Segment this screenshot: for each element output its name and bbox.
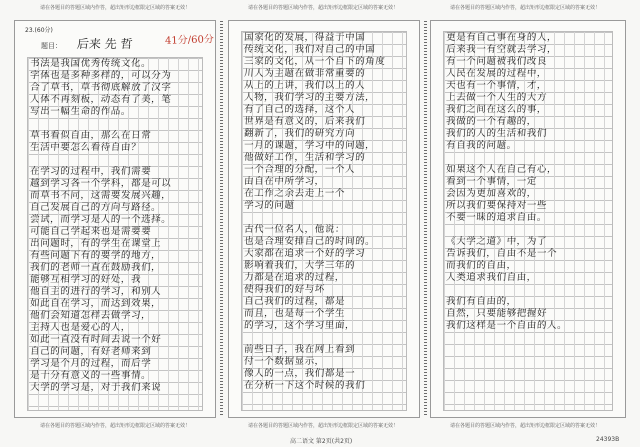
handwritten-line: 他们会知道怎样去做学习，	[29, 310, 152, 321]
handwritten-line: 使得我们的好与坏	[243, 284, 326, 295]
score-mark: 41分/60分	[164, 34, 215, 47]
handwritten-line: 《大学之道》中，为了	[445, 236, 548, 247]
handwritten-line: 我们有自由的，	[445, 296, 518, 307]
handwritten-line	[244, 332, 405, 344]
handwritten-line: 主持人也是爱心的人，	[29, 322, 132, 333]
handwritten-line: 天也有一个事情，才，	[445, 80, 548, 91]
handwritten-line: 尝试，而学习是人的一个选择。	[29, 214, 172, 225]
handwritten-line: 有些问题下有的要学的地方，	[29, 250, 162, 261]
handwritten-line: 由自在中所学习，	[243, 176, 326, 187]
handwritten-line: 后来我一有空就去学习，	[445, 44, 558, 55]
handwritten-line: 告诉我们，自由不是一个	[445, 248, 558, 259]
page-info: 高二语文 第2页(共2页)	[290, 438, 353, 445]
handwritten-line: 而草书不同，这需要发展兴趣，	[29, 190, 172, 201]
handwritten-line: 更是有自己事在身的人，	[445, 32, 558, 43]
handwritten-line: 我们之间在这么的事，	[445, 104, 548, 115]
handwritten-line: 如此一直没有时间去说一个好	[29, 334, 162, 345]
handwritten-line: 前些日子，我在网上看到	[243, 344, 356, 355]
writing-grid-2	[241, 31, 407, 411]
handwritten-line: 影响着我们，大学三年的	[243, 260, 356, 271]
handwritten-line: 的学习，这个学习里面，	[243, 320, 356, 331]
writing-grid-3	[443, 31, 613, 411]
handwritten-line: 而我们的自由，	[445, 260, 518, 271]
handwritten-line: 学习的问题	[243, 200, 295, 211]
handwritten-line: 有一个问题被我们改良	[445, 56, 548, 67]
handwritten-line: 草书看似自由，那么在日常	[29, 130, 152, 141]
handwritten-line: 书法是我国优秀传统文化。	[29, 58, 152, 69]
handwritten-line: 国家化的发展，得益于中国	[243, 32, 366, 43]
handwritten-line	[30, 154, 201, 166]
handwritten-line	[446, 224, 611, 236]
bottom-notice-3: 请在各题目的答题区域内作答，超出矩形边框限定区域的答案无效！	[450, 423, 601, 429]
handwritten-line: 在学习的过程中，我们需要	[29, 166, 152, 177]
handwritten-line: 一月的课题，学习中的问题，	[243, 140, 376, 151]
handwritten-line: 能够互相学习的好处，我	[29, 274, 142, 285]
handwritten-line: 像人的一点，我们都是一	[243, 368, 356, 379]
handwritten-line: 是十分有意义的一些事情。	[29, 370, 152, 381]
handwritten-line: 我们这样是一个自由的人。	[445, 320, 568, 331]
handwritten-line	[30, 118, 201, 130]
handwritten-line: 世界是有意义的，后来我们	[243, 116, 366, 127]
essay-title: 后来 先 哲	[76, 37, 134, 51]
page-code: 24393B	[596, 436, 620, 443]
handwritten-line: 传统文化，我们对自己的中国	[243, 44, 376, 55]
handwritten-line: 三家的文化，从一个自下的角度	[243, 56, 386, 67]
answer-panel-2	[228, 20, 420, 418]
handwritten-line	[446, 152, 611, 164]
question-number: 23.(60分)	[25, 27, 53, 34]
handwritten-line: 上去做一个人生的大方	[445, 92, 548, 103]
handwritten-line: 可能自己学起来也是需要要	[29, 226, 152, 237]
handwritten-line: 我们的人的生活和我们	[445, 128, 548, 139]
handwritten-line: 出问题时，有的学生在课堂上	[29, 238, 162, 249]
handwritten-line: 合了草书，草书彻底解放了汉字	[29, 82, 172, 93]
handwritten-line: 字体也是多种多样的，可以分为	[29, 70, 172, 81]
handwritten-line: 在工作之余去走上一个	[243, 188, 346, 199]
handwritten-line: 会因为更加喜欢的，	[445, 188, 538, 199]
top-notice-1: 请在各题目的答题区域内作答，超出矩形边框限定区域的答案无效！	[40, 5, 191, 11]
handwritten-line: 自然，只要能够把握好	[445, 308, 548, 319]
answer-panel-3	[430, 20, 626, 418]
handwritten-line: 翻新了，我们的研究方向	[243, 128, 356, 139]
handwritten-line: 从上的上讲，我们以上的人	[243, 80, 366, 91]
handwritten-line: 自己我们的过程，都是	[243, 296, 346, 307]
handwritten-line: 大学的学习是，对于我们来说	[29, 382, 162, 393]
writing-grid-1	[27, 57, 203, 411]
handwritten-line: 人体不再刻板，动态有了美，笔	[29, 94, 172, 105]
handwritten-line	[244, 212, 405, 224]
handwritten-line: 看到一个事情，一定	[445, 176, 538, 187]
handwritten-line: 如此自在学习，而达到效果，	[29, 298, 162, 309]
handwritten-line: 付一个数据显示，	[243, 356, 326, 367]
handwritten-line: 所以我们要保持对一些	[445, 200, 548, 211]
handwritten-line: 生活中要怎么看待自由？	[29, 142, 142, 153]
handwritten-line: 自己发展自己的方向与路径。	[29, 202, 162, 213]
handwritten-line: 学习是个月的过程，而后学	[29, 358, 152, 369]
binding-stripe-1	[220, 21, 223, 417]
handwritten-line: 他自主的进行的学习，和别人	[29, 286, 162, 297]
handwritten-line: 一个合理的分配，一个人	[243, 164, 356, 175]
handwritten-line: 我们的老师一直在鼓励我们，	[29, 262, 162, 273]
top-notice-3: 请在各题目的答题区域内作答，超出矩形边框限定区域的答案无效！	[450, 5, 601, 11]
handwritten-line: 在分析一下这个时候的我们	[243, 380, 366, 391]
handwritten-line: 越到学习各一个学科，都是可以	[29, 178, 172, 189]
binding-stripe-2	[424, 21, 427, 417]
handwritten-line: 我做的一个有趣的，	[445, 116, 538, 127]
handwritten-line: 人物，我们学习的主要方法，	[243, 92, 376, 103]
handwritten-line: 而且，也是每一个学生	[243, 308, 346, 319]
handwritten-line: 川人为主题在做非常重要的	[243, 68, 366, 79]
handwritten-line: 人民在发展的过程中，	[445, 68, 548, 79]
bottom-notice-2: 请在各题目的答题区域内作答，超出矩形边框限定区域的答案无效！	[248, 423, 399, 429]
top-notice-2: 请在各题目的答题区域内作答，超出矩形边框限定区域的答案无效！	[248, 5, 399, 11]
handwritten-line: 不要一昧的追求自由。	[445, 212, 548, 223]
handwritten-line: 如果这个人在自己有心，	[445, 164, 558, 175]
topic-label: 题目：	[41, 42, 62, 50]
handwritten-line: 自己的问题，有好老师来到	[29, 346, 152, 357]
handwritten-line: 他做好工作，生活和学习的	[243, 152, 366, 163]
answer-panel-1	[14, 20, 216, 418]
handwritten-line: 大家都在追求一个好的学习	[243, 248, 366, 259]
handwritten-line: 写出一幅生命的作品。	[29, 106, 132, 117]
handwritten-line: 有了自己的选择，这个人	[243, 104, 356, 115]
handwritten-line: 人类追求我们自由，	[445, 272, 538, 283]
handwritten-line: 力都是在追求的过程，	[243, 272, 346, 283]
handwritten-line: 古代一位名人，他说：	[243, 224, 346, 235]
handwritten-line	[446, 284, 611, 296]
bottom-notice-1: 请在各题目的答题区域内作答，超出矩形边框限定区域的答案无效！	[40, 423, 191, 429]
handwritten-line: 有自我的问题。	[445, 140, 518, 151]
handwritten-line: 也是合理安排自己的时间的。	[243, 236, 376, 247]
